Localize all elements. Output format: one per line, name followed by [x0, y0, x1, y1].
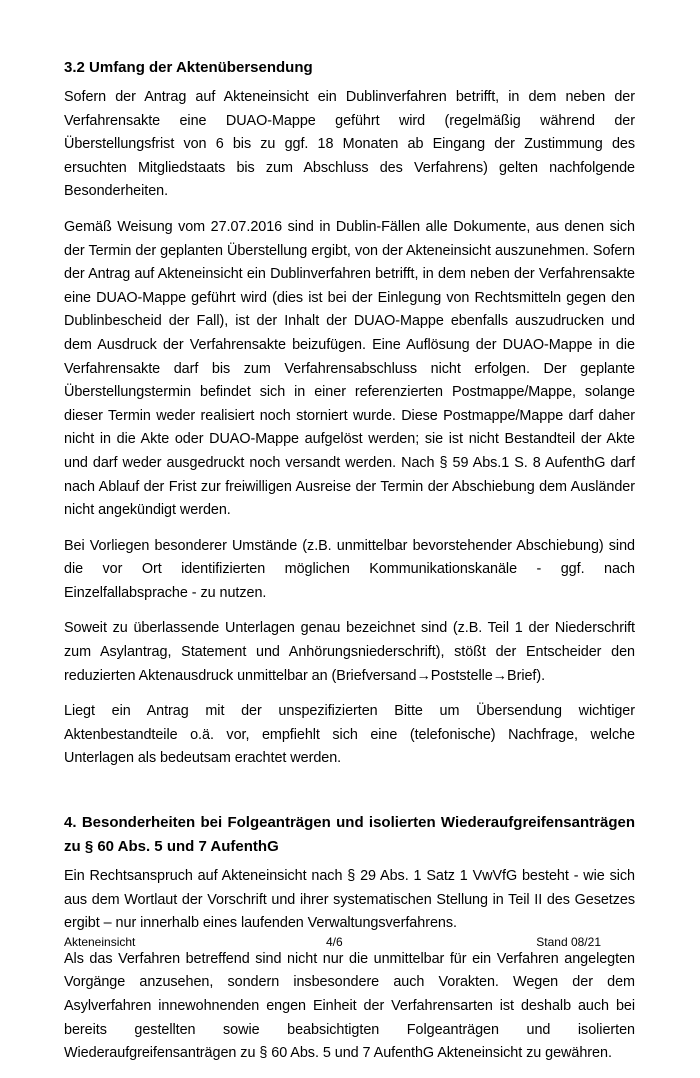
section-3-2-paragraph-3: Bei Vorliegen besonderer Umstände (z.B. unmittelbar bevorstehender Abschiebung) sind die vor Ort identifizierten möglichen Kommunikationskanäle - ggf. nach Einzelfallabsprache - zu nutzen. [64, 537, 635, 601]
footer-page-number: 4/6 [326, 935, 343, 949]
section-4-paragraph-2: Als das Verfahren betreffend sind nicht nur die unmittelbar für ein Verfahren angelegten Vorgänge anzusehen, sondern insbesondere auch Vorakten. Wegen der dem Asylverfahren innewohnenden engen Einheit der Verfahrensarten ist deshalb auch bei bereits gestellten sowie beabsichtigten Folgeanträgen und isolierten Wiederaufgreifensanträgen zu § 60 Abs. 5 und 7 AufenthG Akteneinsicht zu gewähren. [64, 950, 635, 1062]
section-3-2-heading: 3.2 Umfang der Aktenübersendung [64, 59, 313, 76]
section-3-2-paragraph-2: Gemäß Weisung vom 27.07.2016 sind in Dublin-Fällen alle Dokumente, aus denen sich der Termin der geplanten Überstellung ergibt, von der Akteneinsicht auszunehmen. Sofern der Antrag auf Akteneinsicht ein Dublinverfahren betrifft, in dem neben der Verfahrensakte eine DUAO-Mappe geführt wird (dies ist bei der Einlegung von Rechtsmitteln gegen den Dublinbescheid der Fall), ist der Inhalt der DUAO-Mappe ebenfalls auszudrucken und dem Ausdruck der Verfahrensakte beizufügen. Eine Auflösung der DUAO-Mappe in die Verfahrensakte darf bis zum Verfahrensabschluss nicht erfolgen. Der geplante Überstellungstermin befindet sich in einer referenzierten Postmappe/Mappe, solange dieser Termin weder realisiert noch storniert wurde. Diese Postmappe/Mappe darf daher nicht in die Akte oder DUAO-Mappe aufgelöst werden; sie ist nicht Bestandteil der Akte und darf weder ausgedruckt noch versandt werden. Nach § 59 Abs.1 S. 8 AufenthG darf nach Ablauf der Frist zur freiwilligen Ausreise der Termin der Abschiebung dem Ausländer nicht angekündigt werden. [64, 218, 635, 519]
section-3-2-paragraph-5: Liegt ein Antrag mit der unspezifizierten Bitte um Übersendung wichtiger Aktenbestandteile o.ä. vor, empfiehlt sich eine (telefonische) Nachfrage, welche Unterlagen als bedeutsam erachtet werden. [64, 703, 635, 767]
section-4-paragraph-1: Ein Rechtsanspruch auf Akteneinsicht nach § 29 Abs. 1 Satz 1 VwVfG besteht - wie sich aus dem Wortlaut der Vorschrift und ihrer systematischen Stellung in Teil II des Gesetzes ergibt – nur innerhalb eines laufenden Verwaltungsverfahrens. [64, 868, 635, 932]
page-footer [64, 933, 601, 951]
section-3-2-paragraph-4: Soweit zu überlassende Unterlagen genau bezeichnet sind (z.B. Teil 1 der Niederschrift zum Asylantrag, Statement und Anhörungsniederschrift), stößt der Entscheider den reduzierten Aktenausdruck unmittelbar an (Briefversand→Poststelle→Brief). [64, 620, 635, 684]
section-3-2-paragraph-1: Sofern der Antrag auf Akteneinsicht ein Dublinverfahren betrifft, in dem neben der Verfahrensakte eine DUAO-Mappe geführt wird (regelmäßig während der Überstellungsfrist von 6 bis zu ggf. 18 Monaten ab Eingang der Zustimmung des ersuchten Mitgliedstaats bis zum Abschluss des Verfahrens) gelten nachfolgende Besonderheiten. [64, 89, 635, 200]
footer-version-date: Stand 08/21 [536, 935, 601, 949]
footer-document-title: Akteneinsicht [64, 935, 136, 949]
document-page [64, 56, 635, 1078]
section-4-heading: 4. Besonderheiten bei Folgeanträgen und isolierten Wiederaufgreifensanträgen zu § 60 Abs. 5 und 7 AufenthG [64, 814, 635, 856]
